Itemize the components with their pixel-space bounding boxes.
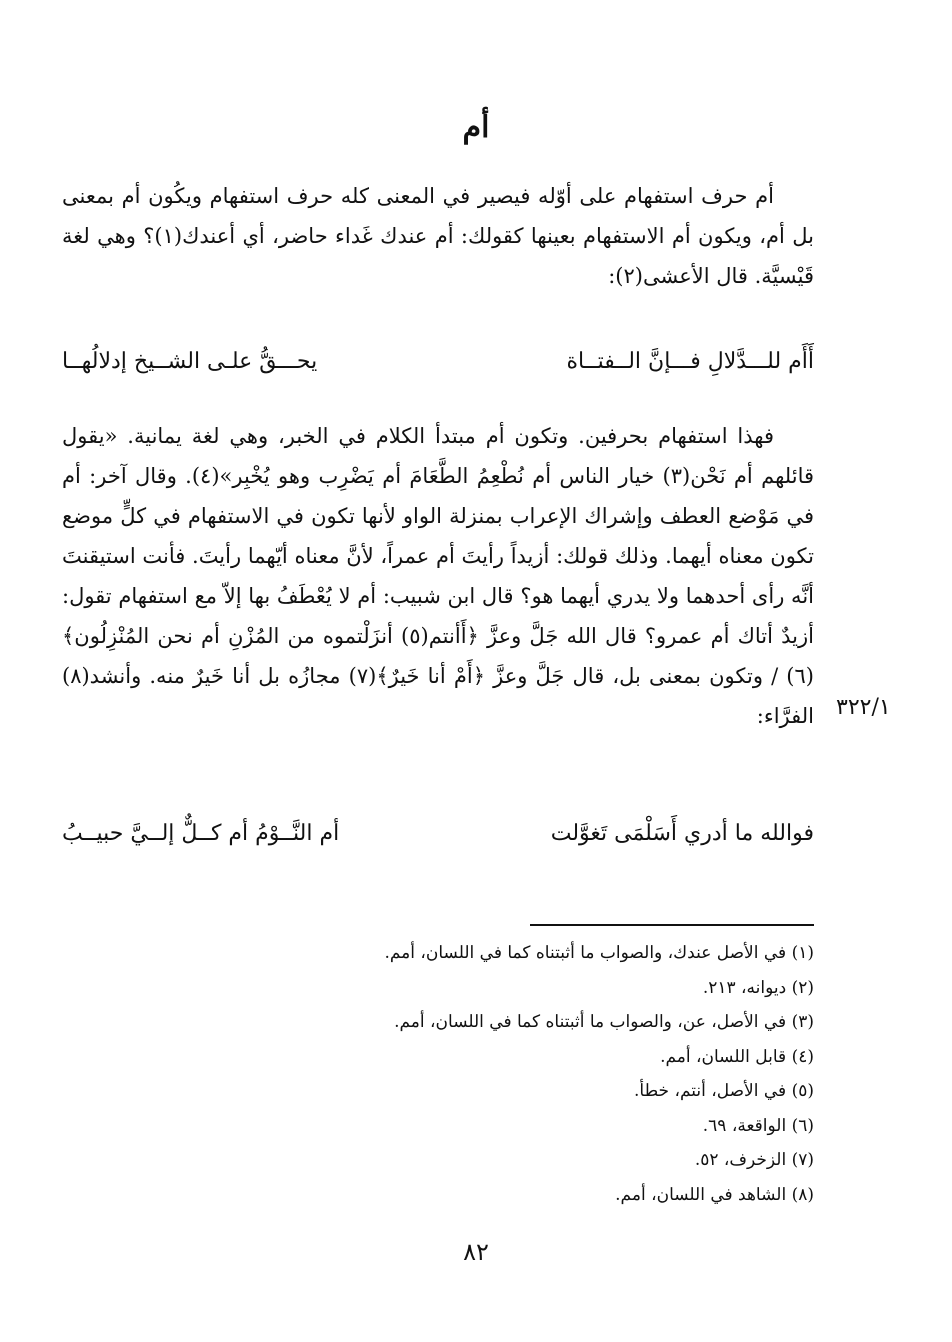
footnote: (٦) الواقعة، ٦٩.: [702, 1115, 814, 1136]
footnote: (١) في الأصل عندك، والصواب ما أثبتناه كما في اللسان، أمم.: [384, 943, 814, 963]
footnote: (٧) الزخرف، ٥٢.: [694, 1150, 814, 1170]
paragraph-1: أم حرف استفهام على أوّله فيصير في المعنى كله حرف استفهام ويكُون أم بمعنى بل أم، ويكون أم الاستفهام بعينها كقولك: أم عندك غَداء حاضر، أي أعندك(١)؟ وهي لغة قَيْسيَّة. قال الأعشى(٢):: [62, 184, 814, 288]
verse-2: [62, 814, 814, 854]
footnotes-list: [62, 936, 814, 1212]
footnote: (٢) ديوانه، ٢١٣.: [702, 977, 814, 998]
verse-1-first-hemistich: أَأَم للـــدَّلالِ فـــإنَّ الــفتــاة: [566, 349, 814, 374]
verse-1-second-hemistich: يحـــقُّ علـى الشــيخ إدلالُهــا: [62, 349, 318, 374]
page-number: ٨٢: [463, 1238, 489, 1266]
footnote: (٣) في الأصل، عن، والصواب ما أثبتناه كما في اللسان، أمم.: [394, 1012, 814, 1032]
footnote: (٤) قابل اللسان، أمم.: [660, 1046, 814, 1067]
margin-reference: ٣٢٢/١: [836, 695, 891, 720]
footnote: (٨) الشاهد في اللسان، أمم.: [615, 1184, 814, 1205]
verse-1: [62, 342, 814, 382]
verse-2-second-hemistich: أم النَّــوْمُ أم كــلٌّ إلــيَّ حبيــبُ: [62, 821, 340, 846]
entry-heading: أم: [462, 110, 490, 145]
verse-2-first-hemistich: فوالله ما أدري أَسَلْمَى تَغوَّلت: [550, 821, 814, 846]
paragraph-2: فهذا استفهام بحرفين. وتكون أم مبتدأ الكلام في الخبر، وهي لغة يمانية. «يقول قائلهم أم نَحْن(٣) خيار الناس أم نُطْعِمُ الطَّعَامَ أم يَضْرِب وهو يُخْبِر»(٤). وقال آخر: أم في مَوْضع العطف وإشراك الإعراب بمنزلة الواو لأنها تكون في الاستفهام في كلٍّ موضع تكون معناه أيهما. وذلك قولك: أزيداً رأيتَ أم عمراً، لأنَّ معناه أيّهما رأيتَ. فأنت استيقنتَ أنَّه رأى أحدهما ولا يدري أيهما هو؟ قال ابن شبيب: أم لا يُعْطَفُ بها إلاّ مع استفهام تقول: أزيدٌ أتاك أم عمرو؟ قال الله جَلَّ وعزَّ ﴿أَأنتم(٥) أنزَلْتموه من المُزْنِ أم نحن المُنْزِلُون﴾(٦) / وتكون بمعنى بل، قال جَلَّ وعزَّ ﴿أَمْ أنا خَيرٌ﴾(٧) مجازُه بل أنا خَيرٌ منه. وأنشد(٨) الفرَّاء:: [62, 424, 815, 728]
footnote-separator: [530, 924, 814, 926]
footnote: (٥) في الأصل، أنتم، خطأ.: [634, 1081, 814, 1101]
